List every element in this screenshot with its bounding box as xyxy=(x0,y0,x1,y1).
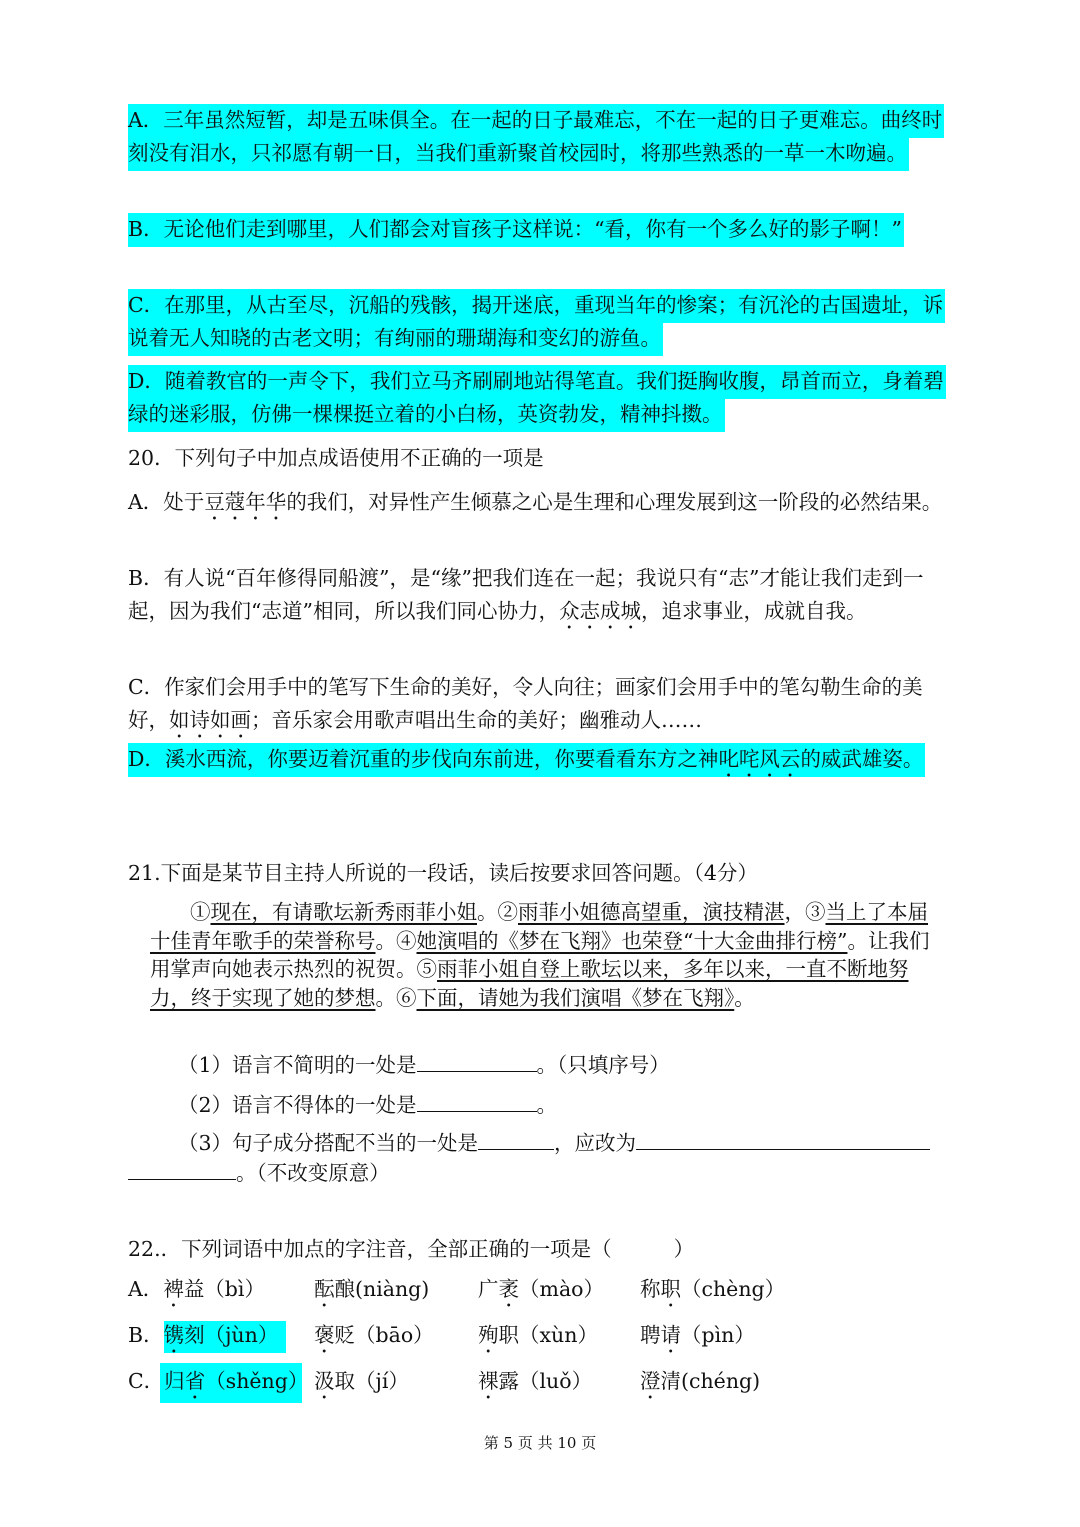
word-cell: 酝酿(niàng) xyxy=(314,1277,430,1301)
q20-option-a: A．处于豆蔻年华的我们，对异性产生倾慕之心是生理和心理发展到这一阶段的必然结果。 xyxy=(128,490,943,514)
word-cell: 称职（chèng） xyxy=(640,1277,786,1301)
answer-blank[interactable] xyxy=(417,1049,537,1072)
q21-passage: ①现在，有请歌坛新秀雨菲小姐。②雨菲小姐德高望重，演技精湛，③当上了本届十佳青年歌手的荣誉称号。④她演唱的《梦在飞翔》也荣登“十大金曲排行榜”。让我们用掌声向她表示热烈的祝贺。⑤雨菲小姐自登上歌坛以来，多年以来，一直不断地努力，终于实现了她的梦想。⑥下面，请她为我们演唱《梦在飞翔》。 xyxy=(150,900,930,1010)
word-cell: 殉职（xùn） xyxy=(478,1323,598,1347)
page-footer: 第 5 页 共 10 页 xyxy=(483,1434,597,1452)
answer-blank[interactable] xyxy=(636,1127,930,1150)
q20-option-b: B．有人说“百年修得同船渡”，是“缘”把我们连在一起；我说只有“志”才能让我们走到一起，因为我们“志道”相同，所以我们同心协力，众志成城，追求事业，成就自我。 xyxy=(128,566,924,623)
dotted-idiom: 如诗如画 xyxy=(169,708,251,732)
q21-sub2: （2）语言不得体的一处是 。 xyxy=(178,1089,557,1120)
option-text: C．在那里，从古至尽，沉船的残骸，揭开迷底，重现当年的惨案；有沉沦的古国遗址，诉说着无人知晓的古老文明；有绚丽的珊瑚海和变幻的游鱼。 xyxy=(128,289,945,356)
word-cell: 裸露（luǒ） xyxy=(478,1369,593,1393)
word-cell: 聘请（pìn） xyxy=(640,1323,755,1347)
q19-option-d xyxy=(128,365,948,431)
option-text: B．无论他们走到哪里，人们都会对盲孩子这样说：“看，你有一个多么好的影子啊！” xyxy=(128,213,904,247)
dotted-idiom: 豆蔻年华 xyxy=(204,490,287,514)
dotted-idiom: 叱咤风云 xyxy=(718,747,801,771)
q21-sub3: （3）句子成分搭配不当的一处是 ，应改为 xyxy=(178,1127,930,1158)
q21-stem: 21.下面是某节目主持人所说的一段话，读后按要求回答问题。（4分） xyxy=(128,861,758,885)
q21-sub1: （1）语言不简明的一处是 。（只填序号） xyxy=(178,1049,670,1080)
q20-option-d: D．溪水西流，你要迈着沉重的步伐向东前进，你要看看东方之神叱咤风云的威武雄姿。 xyxy=(128,743,948,782)
q19-option-a xyxy=(128,104,948,170)
word-cell: C．归省（shěng） xyxy=(128,1369,309,1393)
q22-stem: 22.．下列词语中加点的字注音，全部正确的一项是（ ） xyxy=(128,1237,695,1261)
option-text: D．随着教官的一声令下，我们立马齐刷刷地站得笔直。我们挺胸收腹，昂首而立，身着碧绿的迷彩服，仿佛一棵棵挺立着的小白杨，英资勃发，精神抖擞。 xyxy=(128,365,946,432)
word-cell: 褒贬（bāo） xyxy=(314,1323,434,1347)
q20-stem: 20．下列句子中加点成语使用不正确的一项是 xyxy=(128,446,544,470)
q19-option-b xyxy=(128,213,948,246)
word-cell: 澄清(chéng) xyxy=(640,1369,761,1393)
option-text: A．三年虽然短暂，却是五味俱全。在一起的日子最难忘，不在一起的日子更难忘。曲终时刻没有泪水，只祁愿有朝一日，当我们重新聚首校园时，将那些熟悉的一草一木吻遍。 xyxy=(128,104,944,171)
q19-option-c xyxy=(128,289,948,355)
word-cell: B．镌刻（jùn） xyxy=(128,1315,286,1358)
answer-blank[interactable] xyxy=(417,1089,537,1112)
word-cell: 汲取（jí） xyxy=(314,1369,409,1393)
word-cell: A．裨益（bì） xyxy=(128,1277,265,1301)
word-cell: 广袤（mào） xyxy=(478,1277,605,1301)
q21-sub3-cont: 。（不改变原意） xyxy=(128,1157,390,1188)
q20-option-c: C．作家们会用手中的笔写下生命的美好，令人向往；画家们会用手中的笔勾勒生命的美好，如诗如画；音乐家会用歌声唱出生命的美好；幽雅动人…… xyxy=(128,675,923,732)
answer-blank[interactable] xyxy=(478,1127,554,1150)
answer-blank[interactable] xyxy=(128,1157,236,1180)
dotted-idiom: 众志成城 xyxy=(558,599,641,623)
